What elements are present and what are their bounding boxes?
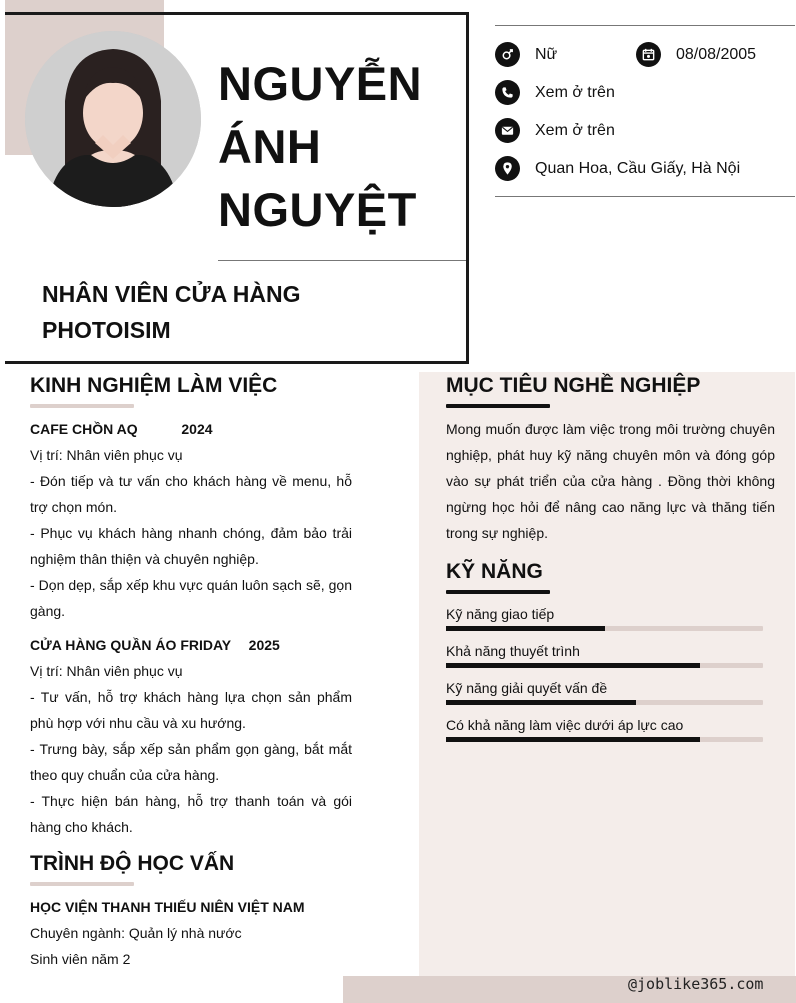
gender-value: Nữ — [535, 45, 558, 63]
job-title — [42, 276, 382, 348]
skill-label: Kỹ năng giao tiếp — [446, 606, 555, 622]
experience-entry-1 — [30, 416, 352, 624]
objective-title-underline — [446, 404, 550, 408]
experience-line: - Phục vụ khách hàng nhanh chóng, đảm bảo trải nghiệm thân thiện và chuyên nghiệp. — [30, 525, 352, 567]
experience-line: - Trưng bày, sắp xếp sản phẩm gọn gàng, bắt mắt theo quy chuẩn của cửa hàng. — [30, 741, 352, 783]
experience-title: KINH NGHIỆM LÀM VIỆC — [30, 374, 278, 397]
job-year: 2025 — [248, 637, 280, 653]
skills-title-underline — [446, 590, 550, 594]
objective-text: Mong muốn được làm việc trong môi trường chuyên nghiệp, phát huy kỹ năng chuyên môn và đóng góp vào sự phát triển của cửa hàng . Đồng thời không ngừng học hỏi để nâng cao năng lực và thăng tiến trong sự nghiệp. — [446, 421, 775, 541]
experience-entry-header — [30, 632, 352, 658]
skills-list — [446, 604, 775, 742]
contact-address — [495, 156, 740, 181]
school-name: HỌC VIỆN THANH THIẾU NIÊN VIỆT NAM — [30, 899, 305, 915]
experience-line: - Thực hiện bán hàng, hỗ trợ thanh toán và gói hàng cho khách. — [30, 793, 352, 835]
skill-label: Có khả năng làm việc dưới áp lực cao — [446, 717, 684, 733]
experience-title-underline — [30, 404, 134, 408]
contact-divider-top — [495, 25, 795, 26]
phone-icon — [495, 80, 520, 105]
birthday-value: 08/08/2005 — [676, 45, 757, 63]
company-name: CAFE CHỒN AQ — [30, 421, 138, 437]
address-value: Quan Hoa, Cầu Giấy, Hà Nội — [535, 159, 741, 177]
skill-bar-track — [446, 737, 763, 742]
skill-item — [446, 678, 775, 705]
experience-line: - Đón tiếp và tư vấn cho khách hàng về menu, hỗ trợ chọn món. — [30, 473, 352, 515]
education-major: Chuyên ngành: Quản lý nhà nước — [30, 925, 242, 941]
contact-divider-bottom — [495, 196, 795, 197]
experience-entry-header — [30, 416, 352, 442]
education-section — [30, 850, 352, 972]
skill-item — [446, 604, 775, 631]
experience-line: - Dọn dẹp, sắp xếp khu vực quán luôn sạch sẽ, gọn gàng. — [30, 577, 352, 619]
name-line-1: NGUYỄN — [218, 57, 423, 110]
job-title-line-1: NHÂN VIÊN CỬA HÀNG — [42, 281, 301, 307]
calendar-icon — [636, 42, 661, 67]
name-line-2: ÁNH — [218, 120, 322, 173]
email-icon — [495, 118, 520, 143]
objective-section — [446, 372, 775, 546]
skill-item — [446, 641, 775, 668]
email-value: Xem ở trên — [535, 121, 615, 139]
skill-item — [446, 715, 775, 742]
experience-section — [30, 372, 352, 840]
skill-label: Kỹ năng giải quyết vấn đề — [446, 680, 608, 696]
skills-section — [446, 558, 775, 742]
experience-line: - Tư vấn, hỗ trợ khách hàng lựa chọn sản phẩm phù hợp với nhu cầu và xu hướng. — [30, 689, 352, 731]
skill-bar-fill — [446, 737, 700, 742]
footer-watermark: @joblike365.com — [628, 975, 764, 993]
experience-line: Vị trí: Nhân viên phục vụ — [30, 447, 183, 463]
skill-bar-fill — [446, 626, 605, 631]
skill-bar-fill — [446, 663, 700, 668]
skill-bar-track — [446, 700, 763, 705]
full-name — [218, 52, 463, 241]
profile-photo — [25, 31, 201, 207]
location-icon — [495, 156, 520, 181]
contact-gender — [495, 42, 557, 67]
education-title: TRÌNH ĐỘ HỌC VẤN — [30, 852, 235, 875]
skills-title: KỸ NĂNG — [446, 560, 543, 583]
experience-entry-2 — [30, 632, 352, 840]
education-title-underline — [30, 882, 134, 886]
skill-label: Khả năng thuyết trình — [446, 643, 580, 659]
skill-bar-track — [446, 663, 763, 668]
right-column — [446, 372, 775, 752]
contact-email — [495, 118, 615, 143]
contact-birthday — [636, 42, 756, 67]
skill-bar-track — [446, 626, 763, 631]
job-year: 2024 — [181, 421, 213, 437]
name-divider — [218, 260, 466, 261]
company-name: CỬA HÀNG QUẦN ÁO FRIDAY — [30, 637, 231, 653]
left-column — [30, 372, 352, 972]
education-year: Sinh viên năm 2 — [30, 951, 131, 967]
phone-value: Xem ở trên — [535, 83, 615, 101]
job-title-line-2: PHOTOISIM — [42, 317, 171, 343]
skill-bar-fill — [446, 700, 636, 705]
contact-phone — [495, 80, 615, 105]
gender-icon — [495, 42, 520, 67]
experience-line: Vị trí: Nhân viên phục vụ — [30, 663, 183, 679]
name-line-3: NGUYỆT — [218, 183, 417, 236]
objective-title: MỤC TIÊU NGHỀ NGHIỆP — [446, 374, 701, 397]
